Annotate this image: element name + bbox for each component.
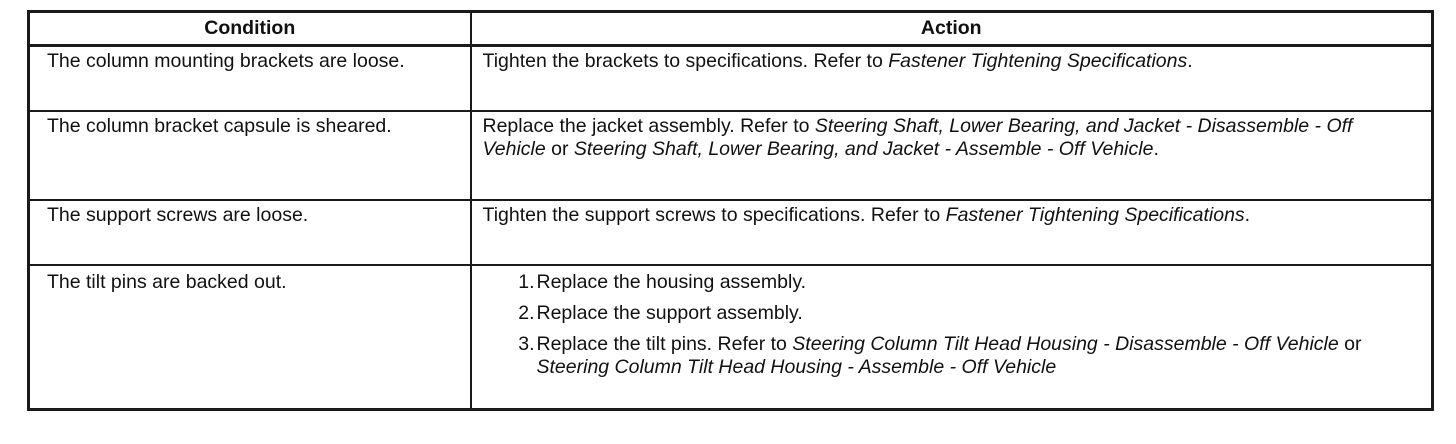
table-row (29, 46, 1433, 112)
list-item (518, 271, 1420, 294)
action-cell (471, 200, 1433, 265)
action-text: or (545, 138, 574, 160)
action-steps-list (483, 271, 1420, 379)
reference-link-text: Steering Column Tilt Head Housing - Assemble - Off Vehicle (536, 356, 1057, 378)
condition-column-header: Condition (29, 12, 471, 46)
action-text: Replace the jacket assembly. Refer to (482, 115, 815, 137)
reference-link-text: Steering Shaft, Lower Bearing, and Jacket - Assemble - Off Vehicle (573, 138, 1154, 160)
reference-link-text: Steering Shaft, Lower Bearing, and Jacket - Disassemble - Off Vehicle (482, 115, 1353, 160)
step-number: 1. (518, 271, 535, 293)
condition-cell: The column mounting brackets are loose. (29, 46, 471, 112)
reference-link-text: Fastener Tightening Specifications (945, 204, 1245, 226)
table-row (29, 200, 1433, 265)
reference-link-text: Steering Column Tilt Head Housing - Disassemble - Off Vehicle (792, 333, 1339, 355)
step-text: Replace the support assembly. (536, 302, 803, 324)
action-text: Tighten the brackets to specifications. Refer to (482, 50, 889, 72)
action-text: . (1153, 138, 1159, 160)
reference-link-text: Fastener Tightening Specifications (888, 50, 1188, 72)
table-row (29, 265, 1433, 410)
condition-cell: The support screws are loose. (29, 200, 471, 265)
action-text: . (1187, 50, 1193, 72)
step-text: or (1338, 333, 1362, 355)
action-cell (471, 265, 1433, 410)
list-item (518, 333, 1420, 379)
step-number: 2. (518, 302, 535, 324)
action-cell (471, 46, 1433, 112)
table-row (29, 111, 1433, 200)
step-text: Replace the housing assembly. (536, 271, 807, 293)
action-text: Tighten the support screws to specifications. Refer to (482, 204, 946, 226)
header-row (29, 12, 1433, 46)
list-item (518, 302, 1420, 325)
step-text: Replace the tilt pins. Refer to (536, 333, 793, 355)
action-text: . (1244, 204, 1251, 226)
condition-cell: The column bracket capsule is sheared. (29, 111, 471, 200)
action-cell (471, 111, 1433, 200)
step-number: 3. (518, 333, 535, 355)
condition-cell: The tilt pins are backed out. (29, 265, 471, 410)
action-column-header: Action (471, 12, 1433, 46)
condition-action-table (27, 10, 1434, 411)
